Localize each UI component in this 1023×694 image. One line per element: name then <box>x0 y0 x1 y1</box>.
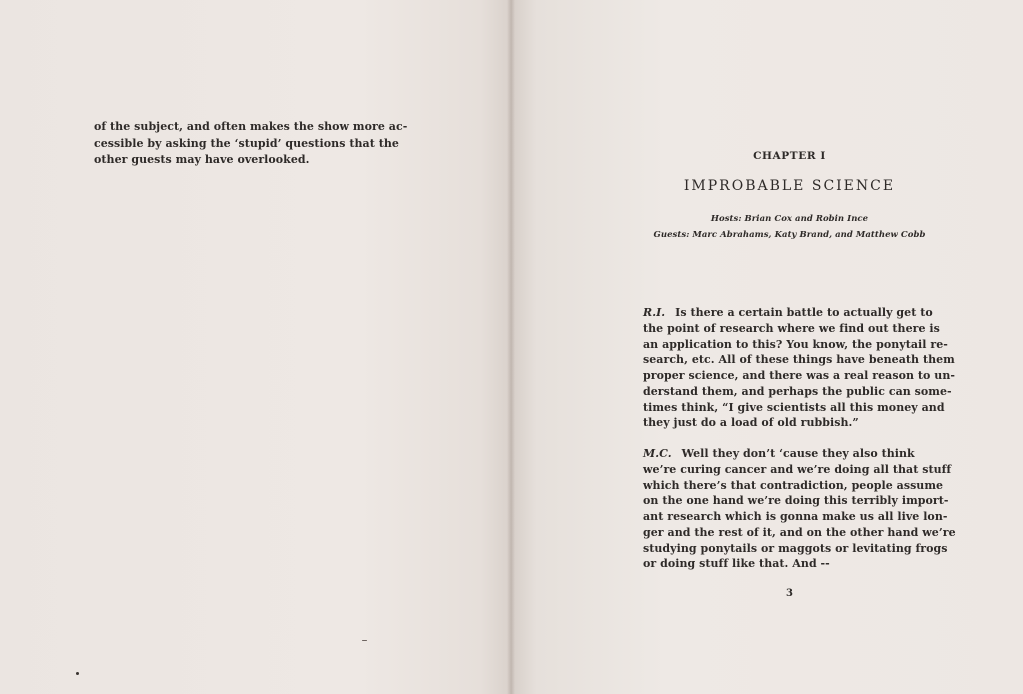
paragraph-line: other guests may have overlooked. <box>94 153 310 166</box>
dialogue-line <box>643 305 943 321</box>
chapter-label: CHAPTER I <box>753 150 826 162</box>
speaker-label: M.C. <box>643 447 672 460</box>
book-gutter <box>507 0 515 694</box>
dialogue-text: Is there a certain battle to actually get to <box>675 306 933 319</box>
dialogue-line: or doing stuff like that. And -- <box>643 557 830 571</box>
dialogue-line <box>643 446 943 462</box>
speaker-label: R.I. <box>643 306 666 319</box>
dialogue-line: an application to this? You know, the ponytail re- <box>643 337 948 351</box>
paragraph-line: cessible by asking the ‘stupid’ questions that the <box>94 136 399 150</box>
page-number: 3 <box>785 588 793 599</box>
dialogue-block <box>643 305 955 431</box>
paper-speck <box>76 672 79 675</box>
left-page-paragraph <box>94 119 408 169</box>
dialogue-line: derstand them, and perhaps the public can some- <box>643 384 952 398</box>
dialogue-line: we’re curing cancer and we’re doing all that stuff <box>643 462 952 476</box>
right-page <box>511 0 1023 694</box>
left-page <box>0 0 511 694</box>
hosts-line: Hosts: Brian Cox and Robin Ince <box>710 214 869 224</box>
guests-line: Guests: Marc Abrahams, Katy Brand, and Matthew Cobb <box>653 230 926 240</box>
dialogue-line: studying ponytails or maggots or levitating frogs <box>643 541 948 555</box>
dialogue-line: ant research which is gonna make us all live lon- <box>643 510 948 523</box>
dialogue-line: they just do a load of old rubbish.” <box>643 416 859 430</box>
chapter-title: IMPROBABLE SCIENCE <box>683 178 896 194</box>
dialogue-line: proper science, and there was a real reason to un- <box>643 369 955 382</box>
dialogue-line: search, etc. All of these things have beneath them <box>643 353 955 367</box>
dialogue-line: on the one hand we’re doing this terribly import- <box>643 494 949 508</box>
dialogue-line: times think, “I give scientists all this money and <box>643 400 945 414</box>
paragraph-line: of the subject, and often makes the show more ac- <box>94 120 408 133</box>
dialogue-line: the point of research where we find out there is <box>643 321 940 335</box>
dialogue-block <box>643 446 956 572</box>
dialogue-line: which there’s that contradiction, people assume <box>643 478 944 492</box>
dialogue-line: ger and the rest of it, and on the other hand we’re <box>643 525 956 539</box>
dialogue-text: Well they don’t ‘cause they also think <box>681 447 915 460</box>
paper-speck <box>362 640 367 641</box>
